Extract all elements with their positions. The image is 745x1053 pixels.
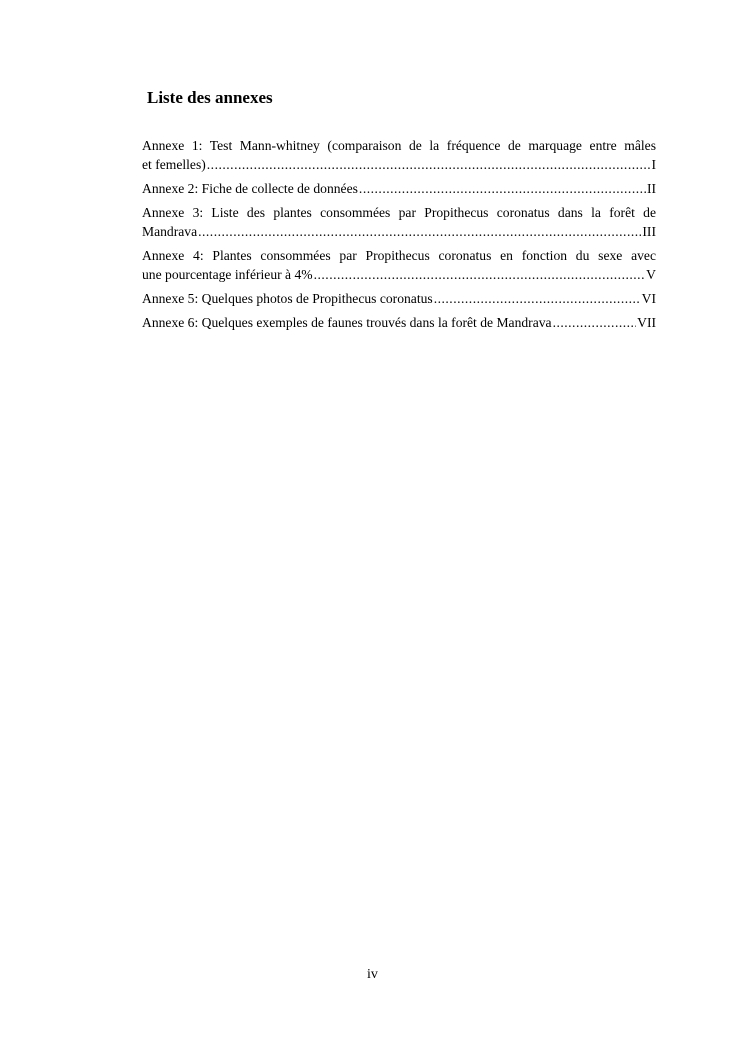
page-number: iv [367,967,378,982]
toc-page-ref: V [646,267,656,282]
toc-entry-text: Annexe 1: Test Mann-whitney (comparaison de la fréquence de marquage entre mâles [142,138,656,153]
toc-entry-annexe-4[interactable] [142,246,656,284]
dot-leader [314,265,646,284]
toc-entry-text: Annexe 5: Quelques photos de Propithecus coronatus [142,291,433,306]
toc-page-ref: II [646,181,656,196]
toc-entry-annexe-3[interactable] [142,203,656,241]
toc-entry-annexe-5[interactable] [142,289,656,308]
dot-leader [434,289,641,308]
toc-entry-text: Annexe 4: Plantes consommées par Propithecus coronatus en fonction du sexe avec [142,248,656,263]
dot-leader [198,222,641,241]
dot-leader [359,179,646,198]
toc-list [142,136,656,337]
dot-leader [207,155,651,174]
toc-entry-text: et femelles) [142,157,206,172]
toc-entry-text: Annexe 2: Fiche de collecte de données [142,181,358,196]
toc-entry-text: Mandrava [142,224,198,239]
toc-entry-annexe-1[interactable] [142,136,656,174]
dot-leader [553,313,637,332]
toc-entry-annexe-6[interactable] [142,313,656,332]
toc-entry-annexe-2[interactable] [142,179,656,198]
toc-entry-text: Annexe 6: Quelques exemples de faunes trouvés dans la forêt de Mandrava [142,315,552,330]
toc-page-ref: I [651,157,656,172]
toc-entry-text: une pourcentage inférieur à 4% [142,267,313,282]
toc-page-ref: VII [637,315,656,330]
toc-page-ref: III [642,224,656,239]
toc-page-ref: VI [641,291,656,306]
page-title: Liste des annexes [147,88,273,107]
toc-entry-text: Annexe 3: Liste des plantes consommées par Propithecus coronatus dans la forêt de [142,205,656,220]
